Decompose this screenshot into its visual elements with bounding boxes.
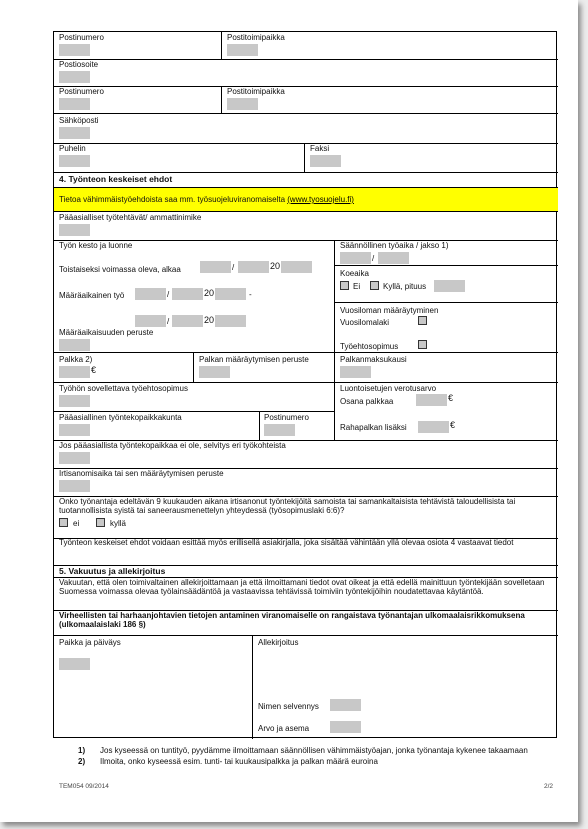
date-separator: /	[167, 317, 170, 326]
footnote-1	[78, 746, 548, 755]
faksi-field[interactable]	[310, 155, 341, 167]
sovellettava-tes-field[interactable]	[59, 395, 90, 407]
osana-palkkaa-field[interactable]	[416, 394, 447, 406]
jakso-field[interactable]	[378, 252, 409, 264]
footnote-2-text: Ilmoita, onko kyseessä esim. tunti- tai kuukausipalkka ja palkan määrä euroina	[100, 757, 378, 766]
maaraaikainen-end-month-field[interactable]	[172, 315, 203, 327]
paikka-paivays-label: Paikka ja päiväys	[59, 638, 121, 647]
rahapalkan-lisaksi-field[interactable]	[418, 421, 449, 433]
maaraaikainen-start-year-field[interactable]	[215, 288, 246, 300]
palkka-field[interactable]	[59, 366, 90, 378]
koeaika-label: Koeaika	[340, 269, 369, 278]
paaasialliset-field[interactable]	[59, 224, 90, 236]
irtisanominen-ei-label: ei	[73, 519, 80, 528]
postinumero-field[interactable]	[59, 44, 90, 56]
toistaiseksi-month-field[interactable]	[238, 261, 269, 273]
footnote-1-text: Jos kyseessä on tuntityö, pyydämme ilmoittamaan säännöllisen vähimmäistyöajan, jonka työnantaja kykenee takaamaan	[100, 746, 528, 755]
maaraaikainen-start-month-field[interactable]	[172, 288, 203, 300]
sahkoposti-field[interactable]	[59, 127, 90, 139]
tyokohteet-field[interactable]	[59, 452, 90, 464]
kesto-luonne-label: Työn kesto ja luonne	[59, 241, 133, 250]
tyoehtosopimus-label: Työehtosopimus	[340, 342, 399, 351]
nimen-selvennys-field[interactable]	[330, 699, 361, 711]
year-prefix: 20	[204, 288, 215, 298]
nimen-selvennys-label: Nimen selvennys	[258, 702, 319, 711]
rahapalkan-lisaksi-label: Rahapalkan lisäksi	[340, 423, 407, 432]
irtisanomisaika-field[interactable]	[59, 480, 90, 492]
tyosuojelu-link[interactable]: (www.tyosuojelu.fi)	[287, 195, 354, 204]
puhelin-field[interactable]	[59, 155, 90, 167]
virheellisten-tietojen-warning: Virheellisten tai harhaanjohtavien tietojen antaminen viranomaiselle on rangaistava työnantajan ulkomaalaisrikkomuksena (ulkomaalaislaki 186 §)	[59, 611, 525, 629]
footnote-2-number: 2)	[78, 757, 86, 766]
footnotes	[78, 746, 548, 768]
paaasialliset-label: Pääasialliset työtehtävät/ ammattinimike	[59, 213, 202, 222]
signature-area[interactable]	[258, 650, 548, 695]
year-prefix: 20	[270, 261, 281, 271]
info-text-body: Tietoa vähimmäistyöehdoista saa mm. työsuojeluviranomaiselta	[59, 195, 286, 204]
toistaiseksi-year-field[interactable]	[281, 261, 312, 273]
euro-sign: €	[450, 420, 456, 430]
page-number: 2/2	[544, 783, 554, 790]
erillinen-asiakirja-note: Työnteon keskeiset ehdot voidaan esittää myös erillisellä asiakirjalla, joka sisältää vähintään yllä olevaa osiota 4 vastaavat tiedot	[59, 538, 514, 547]
maaraaikainen-end-year-field[interactable]	[215, 315, 246, 327]
tyokohteet-label: Jos pääasiallista työntekopaikkaa ei ole, selvitys eri työkohteista	[59, 441, 286, 450]
postitoimipaikka-2-field[interactable]	[227, 98, 258, 110]
vuosilomalaki-label: Vuosilomalaki	[340, 318, 390, 327]
postitoimipaikka-2-label: Postitoimipaikka	[227, 87, 285, 96]
section-5-title: 5. Vakuutus ja allekirjoitus	[59, 566, 166, 576]
irtisanominen-question: Onko työnantaja edeltävän 9 kuukauden aikana irtisanonut työntekijöitä samoista tai samankaltaisista tehtävistä taloudellisista tai tuotannollisista syistä tai saneerausmenettelyn yhteydessä (työsopimuslaki 6:6)?	[59, 497, 516, 515]
toistaiseksi-label: Toistaiseksi voimassa oleva, alkaa	[59, 265, 181, 274]
palkanmaksukausi-field[interactable]	[340, 366, 371, 378]
date-separator: /	[232, 263, 235, 272]
palkka-label: Palkka 2)	[59, 355, 93, 364]
palkan-peruste-field[interactable]	[199, 366, 230, 378]
tyontekopaikkakunta-field[interactable]	[59, 424, 90, 436]
allekirjoitus-label: Allekirjoitus	[258, 638, 299, 647]
maaraaikainen-start-day-field[interactable]	[135, 288, 166, 300]
toistaiseksi-day-field[interactable]	[200, 261, 231, 273]
year-prefix: 20	[204, 315, 215, 325]
vuosiloman-maaraytyminen-label: Vuosiloman määräytyminen	[340, 306, 439, 315]
irtisanominen-kylla-label: kyllä	[110, 519, 127, 528]
luontoisetujen-label: Luontoisetujen verotusarvo	[340, 384, 437, 393]
maaraaikaisuuden-peruste-label: Määräaikaisuuden peruste	[59, 328, 154, 337]
vakuutus-text: Vakuutan, että olen toimivaltainen allekirjoittamaan ja että ilmoittamani tiedot ovat oikeat ja että edellä mainittuun työntekijään sovelletaan Suomessa voimassa olevaa työlainsäädäntöä ja vastaavissa tehtävissä toimiviin työntekijöihin noudatettavaa käytäntöä.	[59, 578, 545, 596]
arvo-asema-label: Arvo ja asema	[258, 724, 310, 733]
tyontekopaikkakunta-label: Pääasiallinen työntekopaikkakunta	[59, 413, 182, 422]
euro-sign: €	[91, 365, 97, 375]
euro-sign: €	[448, 393, 454, 403]
maaraaikainen-end-day-field[interactable]	[135, 315, 166, 327]
irtisanominen-kylla-checkbox[interactable]	[96, 518, 105, 527]
palkanmaksukausi-label: Palkanmaksukausi	[340, 355, 407, 364]
vuosilomalaki-checkbox[interactable]	[418, 316, 427, 325]
postitoimipaikka-field[interactable]	[227, 44, 258, 56]
koeaika-kylla-checkbox[interactable]	[370, 281, 379, 290]
postitoimipaikka-label: Postitoimipaikka	[227, 33, 285, 42]
koeaika-kylla-label: Kyllä, pituus	[383, 282, 427, 291]
date-separator: /	[167, 290, 170, 299]
saannollinen-tyoaika-label: Säännöllinen työaika / jakso 1)	[340, 241, 449, 250]
footnote-2	[78, 757, 548, 766]
irtisanomisaika-label: Irtisanomisaika tai sen määräytymisen peruste	[59, 469, 224, 478]
postinumero-2-field[interactable]	[59, 98, 90, 110]
maaraaikaisuuden-peruste-field[interactable]	[59, 339, 90, 351]
postinumero-3-field[interactable]	[264, 424, 295, 436]
postinumero-label: Postinumero	[59, 33, 104, 42]
info-text	[59, 195, 354, 204]
sahkoposti-label: Sähköposti	[59, 116, 99, 125]
tyoehtosopimus-checkbox[interactable]	[418, 340, 427, 349]
postinumero-3-label: Postinumero	[264, 413, 309, 422]
puhelin-label: Puhelin	[59, 144, 86, 153]
sovellettava-tes-label: Työhön sovellettava työehtosopimus	[59, 384, 188, 393]
faksi-label: Faksi	[310, 144, 330, 153]
postiosoite-field[interactable]	[59, 71, 90, 83]
footnote-1-number: 1)	[78, 746, 86, 755]
irtisanominen-ei-checkbox[interactable]	[59, 518, 68, 527]
palkan-peruste-label: Palkan määräytymisen peruste	[199, 355, 309, 364]
koeaika-ei-label: Ei	[353, 282, 361, 291]
postiosoite-label: Postiosoite	[59, 60, 99, 69]
form-code: TEM054 09/2014	[59, 783, 109, 790]
paikka-paivays-field[interactable]	[59, 658, 90, 670]
arvo-asema-field[interactable]	[330, 721, 361, 733]
postinumero-2-label: Postinumero	[59, 87, 104, 96]
osana-palkkaa-label: Osana palkkaa	[340, 397, 394, 406]
range-dash: -	[249, 290, 252, 299]
date-separator: /	[372, 254, 375, 263]
koeaika-pituus-field[interactable]	[434, 280, 465, 292]
section-4-title: 4. Työnteon keskeiset ehdot	[59, 174, 173, 184]
maaraaikainen-label: Määräaikainen työ	[59, 291, 125, 300]
tyoaika-field[interactable]	[340, 252, 371, 264]
koeaika-ei-checkbox[interactable]	[340, 281, 349, 290]
